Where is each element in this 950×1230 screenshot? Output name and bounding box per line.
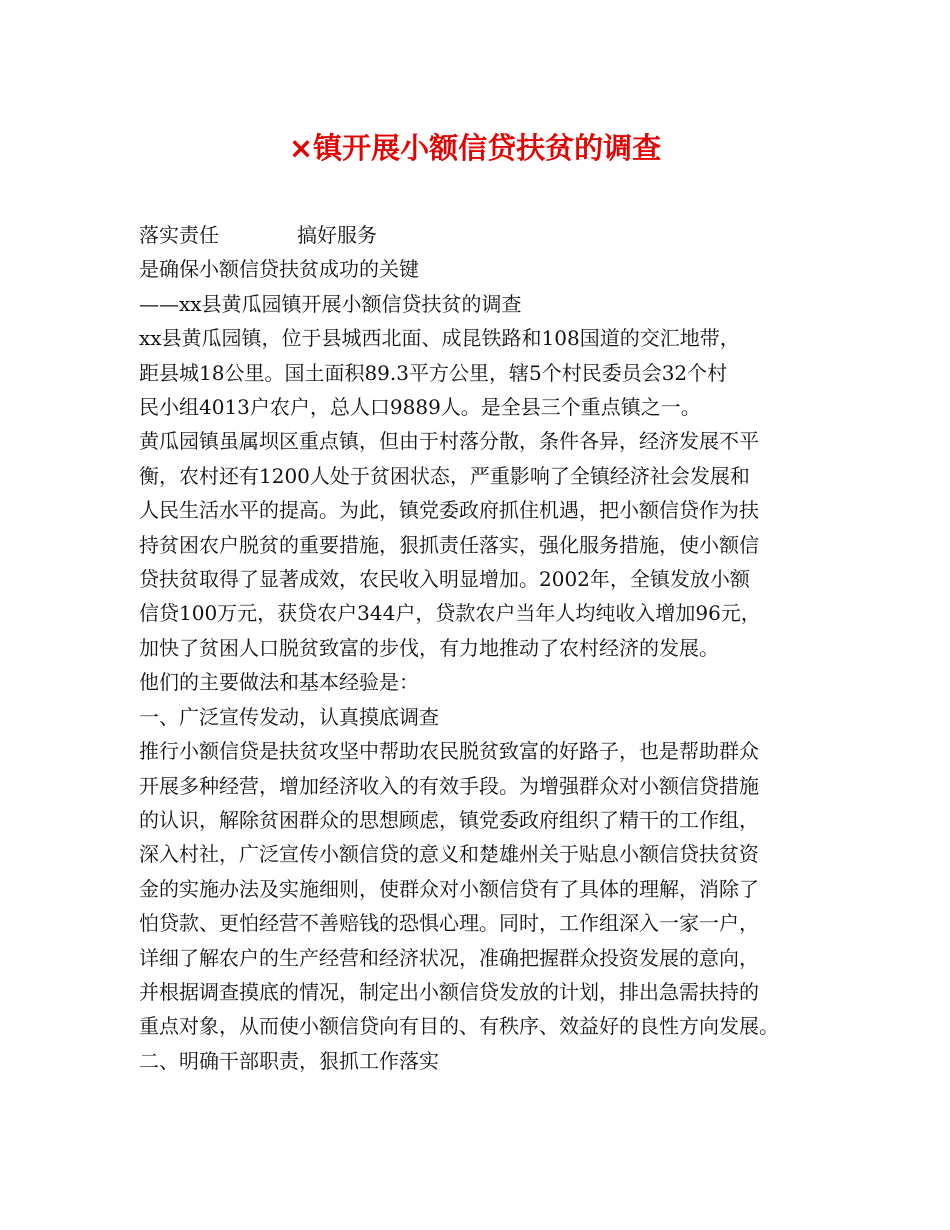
body-line: 加快了贫困人口脱贫致富的步伐，有力地推动了农村经济的发展。 bbox=[139, 635, 719, 660]
body-line: 并根据调查摸底的情况，制定出小额信贷发放的计划，排出急需扶持的 bbox=[139, 979, 759, 1004]
body-line: 持贫困农户脱贫的重要措施，狠抓责任落实，强化服务措施，使小额信 bbox=[139, 532, 759, 557]
body-line: 的认识，解除贫困群众的思想顾虑，镇党委政府组织了精干的工作组， bbox=[139, 807, 759, 832]
body-line: 信贷100万元，获贷农户344户，贷款农户当年人均纯收入增加96元， bbox=[139, 601, 761, 626]
body-line: ——xx县黄瓜园镇开展小额信贷扶贫的调查 bbox=[139, 291, 522, 316]
body-line: 开展多种经营，增加经济收入的有效手段。为增强群众对小额信贷措施 bbox=[139, 773, 759, 798]
body-line: 民小组4013户农户，总人口9889人。是全县三个重点镇之一。 bbox=[139, 395, 701, 420]
body-line: 人民生活水平的提高。为此，镇党委政府抓住机遇，把小额信贷作为扶 bbox=[139, 498, 759, 523]
subtitle-line bbox=[139, 218, 829, 252]
body-line: 他们的主要做法和基本经验是： bbox=[139, 670, 419, 695]
body-line: 距县城18公里。国土面积89.3平方公里，辖5个村民委员会32个村 bbox=[139, 360, 728, 385]
body-line: 重点对象，从而使小额信贷向有目的、有秩序、效益好的良性方向发展。 bbox=[139, 1014, 779, 1039]
body-line: 衡，农村还有1200人处于贫困状态，严重影响了全镇经济社会发展和 bbox=[139, 463, 750, 488]
body-line: 黄瓜园镇虽属坝区重点镇，但由于村落分散，条件各异，经济发展不平 bbox=[139, 429, 759, 454]
body-line: 深入村社，广泛宣传小额信贷的意义和楚雄州关于贴息小额信贷扶贫资 bbox=[139, 842, 759, 867]
subtitle-part-1: 落实责任 bbox=[139, 223, 219, 247]
body-line: xx县黄瓜园镇，位于县城西北面、成昆铁路和108国道的交汇地带， bbox=[139, 326, 740, 351]
body-line: 金的实施办法及实施细则，使群众对小额信贷有了具体的理解，消除了 bbox=[139, 876, 759, 901]
body-line: 推行小额信贷是扶贫攻坚中帮助农民脱贫致富的好路子，也是帮助群众 bbox=[139, 739, 759, 764]
body-line: 详细了解农户的生产经营和经济状况，准确把握群众投资发展的意向， bbox=[139, 945, 759, 970]
body-line: 是确保小额信贷扶贫成功的关键 bbox=[139, 257, 419, 282]
body-line: 贷扶贫取得了显著成效，农民收入明显增加。2002年，全镇发放小额 bbox=[139, 567, 750, 592]
body-line: 怕贷款、更怕经营不善赔钱的恐惧心理。同时，工作组深入一家一户， bbox=[139, 911, 759, 936]
section-heading-1: 一、广泛宣传发动，认真摸底调查 bbox=[139, 704, 439, 729]
document-body bbox=[139, 218, 829, 1078]
document-title: ×镇开展小额信贷扶贫的调查 bbox=[288, 131, 662, 165]
subtitle-part-2: 搞好服务 bbox=[297, 223, 377, 247]
section-heading-2: 二、明确干部职责，狠抓工作落实 bbox=[139, 1048, 439, 1073]
